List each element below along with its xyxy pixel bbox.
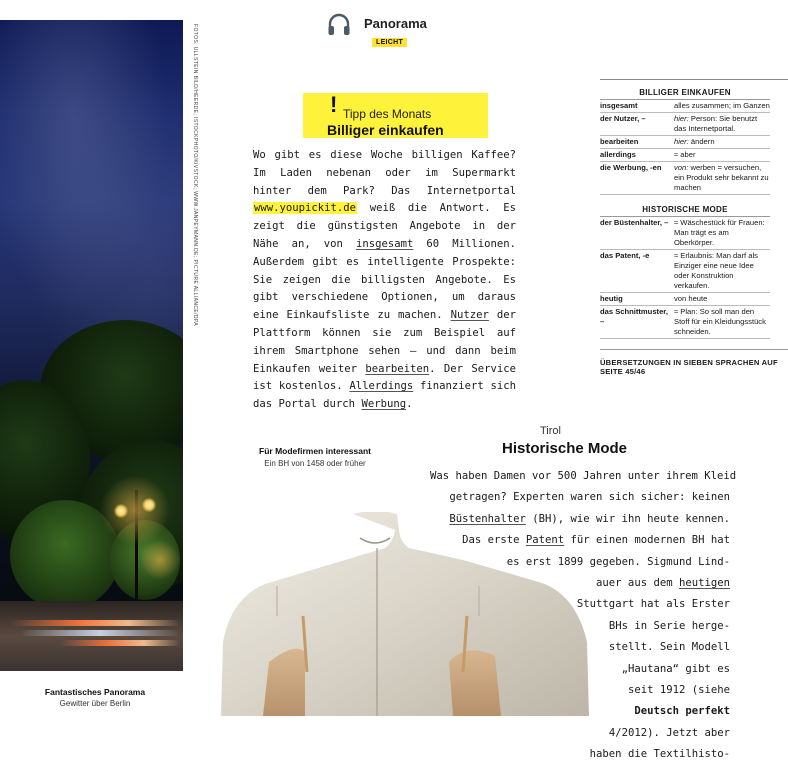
vocab-insgesamt: insgesamt xyxy=(355,237,414,250)
article-historische-mode xyxy=(430,466,737,766)
vocab-nutzer: Nutzer xyxy=(450,309,489,322)
glossary-translations-note: ÜBERSETZUNGEN IN SIEBEN SPRACHEN AUF SEITE 45/46 xyxy=(600,349,788,376)
section-header xyxy=(326,10,466,50)
vocab-werbung: Werbung xyxy=(361,398,407,411)
exclamation-icon: ! xyxy=(330,92,338,117)
glossary-heading-billiger: BILLIGER EINKAUFEN xyxy=(600,88,770,100)
vocab-patent: Patent xyxy=(525,534,565,547)
glossary-row: der Nutzer, – hier: Person: Sie benutzt das Internetportal. xyxy=(600,113,770,136)
article2-line: getragen? Experten waren sich sicher: keinen xyxy=(449,491,730,504)
article2-line: stellt. Sein Modell xyxy=(608,641,730,654)
glossary-row: die Werbung, -en von: werben = versuchen, ein Produkt sehr bekannt zu machen xyxy=(600,162,770,195)
tipp-label: Tipp des Monats xyxy=(343,107,432,121)
website-link[interactable]: www.youpickit.de xyxy=(254,202,357,215)
mannequin-caption-subtitle: Ein BH von 1458 oder früher xyxy=(264,459,366,468)
night-panorama-photo xyxy=(0,20,183,671)
section-title: Panorama xyxy=(364,16,427,31)
glossary-heading-historische: HISTORISCHE MODE xyxy=(600,205,770,217)
glossary-row: das Patent, -e ≈ Erlaubnis: Man darf als Einziger eine neue Idee oder Konstruktion verkaufen. xyxy=(600,250,770,293)
magazine-name: Deutsch perfekt xyxy=(634,705,730,718)
article2-line: Das erste Patent für einen modernen BH hat xyxy=(462,534,730,547)
article2-line xyxy=(430,701,730,722)
vocab-allerdings: Allerdings xyxy=(349,380,414,393)
article2-line: 4/2012). Jetzt aber xyxy=(608,726,730,739)
photo-caption-subtitle: Gewitter über Berlin xyxy=(59,699,131,708)
photo-credit: FOTOS: ULLSTEIN BILD/HEERDE; ISTOCKPHOTO/KIVSTOCK; WWW.JANPEYMANN.DE; PICTURE ALLIANCE/DPA xyxy=(192,24,198,326)
mannequin-caption-title: Für Modefirmen interessant xyxy=(259,446,371,456)
vocab-buestenhalter: Büstenhalter xyxy=(449,512,526,525)
vocab-bearbeiten: bearbeiten xyxy=(365,362,430,375)
glossary-sidebar xyxy=(600,79,788,376)
tipp-headline-box xyxy=(303,93,488,138)
glossary-row: bearbeiten hier: ändern xyxy=(600,136,770,149)
glossary-row: heutig von heute xyxy=(600,293,770,306)
article2-line: es erst 1899 gegeben. Sigmund Lind- xyxy=(506,555,730,568)
article-billiger-einkaufen: Wo gibt es diese Woche billigen Kaffee? Im Laden nebenan oder im Supermarkt hinter dem Park? Das Internetportal www.youpickit.de weiß die Antwort. Es zeigt die günstigsten Angebote in der Nähe an, von insgesamt 60 Millionen. Außerdem gibt es intelligente Prospekte: Sie zeigen die billigsten Angebote. Es gibt verschiedene Optionen, um daraus eine Einkaufsliste zu machen. Nutzer der Plattform können sie zum Beispiel auf ihrem Smartphone sehen – und dann beim Einkaufen weiter bearbeiten. Der Service ist kostenlos. Allerdings finanziert sich das Portal durch Werbung. xyxy=(253,149,517,411)
headphones-icon[interactable] xyxy=(326,12,352,38)
article2-line: seit 1912 (siehe xyxy=(627,684,730,697)
article2-line: auer aus dem heutigen xyxy=(596,577,730,590)
article2-line: Stuttgart hat als Erster xyxy=(576,598,730,611)
glossary-row: das Schnittmuster, – ≈ Plan: So soll man den Stoff für ein Kleidungsstück schneiden. xyxy=(600,306,770,339)
glossary-row: der Büstenhalter, – ≈ Wäschestück für Frauen: Man trägt es am Oberkörper. xyxy=(600,217,770,250)
article2-kicker: Tirol xyxy=(540,425,561,437)
article2-line: Büstenhalter (BH), wie wir ihn heute kennen. xyxy=(449,512,730,525)
mannequin-caption xyxy=(240,446,390,468)
glossary-row: insgesamt alles zusammen; im Ganzen xyxy=(600,100,770,113)
article2-line: BHs in Serie herge- xyxy=(608,619,730,632)
article2-line: Was haben Damen vor 500 Jahren unter ihrem Kleid xyxy=(430,470,737,482)
article2-title: Historische Mode xyxy=(502,440,628,457)
level-badge: LEICHT xyxy=(372,38,407,47)
photo-caption xyxy=(20,687,170,708)
article2-line: haben die Textilhisto- xyxy=(589,748,730,761)
vocab-heutig: heutigen xyxy=(678,577,730,590)
glossary-row: allerdings ≈ aber xyxy=(600,149,770,162)
article2-line: „Hautana“ gibt es xyxy=(621,662,730,675)
tipp-title: Billiger einkaufen xyxy=(327,122,444,138)
photo-caption-title: Fantastisches Panorama xyxy=(44,687,146,697)
